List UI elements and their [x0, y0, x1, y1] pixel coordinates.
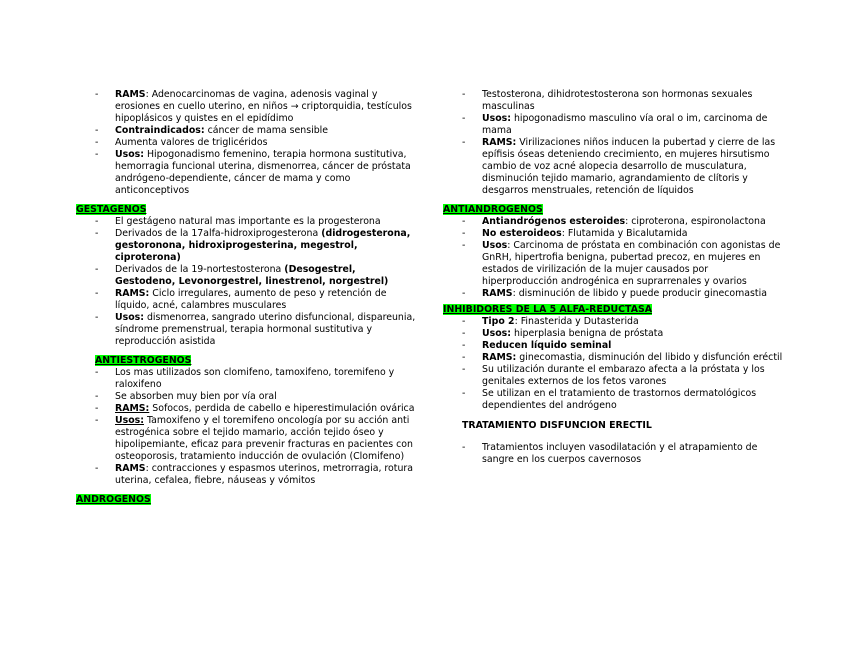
- list-item: - El gestágeno natural mas importante es la progesterona: [76, 216, 416, 228]
- list-item: - Testosterona, dihidrotestosterona son hormonas sexuales masculinas: [443, 89, 783, 113]
- list-item: - Antiandrógenos esteroides: ciproterona, espironolactona: [443, 216, 783, 228]
- disfuncion-heading: TRATAMIENTO DISFUNCION ERECTIL: [462, 420, 652, 431]
- list-item: - Usos: Carcinoma de próstata en combinación con agonistas de GnRH, hipertrofia benigna, pubertad precoz, en mujeres en estados de virilización de la mujer causados por hiperproducción androgénica en suprarrenales y ovarios: [443, 240, 783, 288]
- disfuncion-list: [443, 442, 783, 466]
- gestagenos-list: [76, 216, 416, 348]
- antiestrogenos-list: [76, 367, 416, 487]
- list-item: - Su utilización durante el embarazo afecta a la próstata y los genitales externos de los fetos varones: [443, 364, 783, 388]
- antiandrogenos-heading: ANTIANDROGENOS: [443, 204, 543, 215]
- androgenos-list: [443, 89, 783, 197]
- inhibidores-list: [443, 316, 783, 412]
- list-item: - Aumenta valores de triglicéridos: [76, 137, 416, 149]
- list-item: - RAMS: ginecomastia, disminución del libido y disfunción eréctil: [443, 352, 783, 364]
- list-item: - No esteroideos: Flutamida y Bicalutamida: [443, 228, 783, 240]
- list-item: - RAMS: Sofocos, perdida de cabello e hiperestimulación ovárica: [76, 403, 416, 415]
- list-item: - Tipo 2: Finasterida y Dutasterida: [443, 316, 783, 328]
- antiestrogenos-heading: ANTIESTROGENOS: [95, 355, 192, 366]
- list-item: - Tratamientos incluyen vasodilatación y el atrapamiento de sangre en los cuerpos cavernosos: [443, 442, 783, 466]
- list-item: - RAMS: disminución de libido y puede producir ginecomastia: [443, 288, 783, 300]
- list-item: - Se absorben muy bien por vía oral: [76, 391, 416, 403]
- left-column: [76, 89, 416, 506]
- inhibidores-heading: INHIBIDORES DE LA 5 ALFA-REDUCTASA: [443, 304, 652, 315]
- list-item: - Derivados de la 19-nortestosterona (Desogestrel, Gestodeno, Levonorgestrel, linestrenol, norgestrel): [76, 264, 416, 288]
- list-item: - Contraindicados: cáncer de mama sensible: [76, 125, 416, 137]
- list-item: - Usos: hipogonadismo masculino vía oral o im, carcinoma de mama: [443, 113, 783, 137]
- antiandrogenos-list: [443, 216, 783, 300]
- list-item: - RAMS: Adenocarcinomas de vagina, adenosis vaginal y erosiones en cuello uterino, en niños → criptorquidia, testículos hipoplásicos y quistes en el epidídimo: [76, 89, 416, 125]
- right-column: [443, 89, 783, 466]
- list-item: - Usos: Tamoxifeno y el toremifeno oncología por su acción anti estrogénica sobre el tejido mamario, acción tejido óseo y hipolipemiante, eficaz para prevenir fracturas en pacientes con osteoporosis, tratamiento inducción de ovulación (Clomifeno): [76, 415, 416, 463]
- gestagenos-heading: GESTAGENOS: [76, 204, 147, 215]
- list-item: - Usos: hiperplasia benigna de próstata: [443, 328, 783, 340]
- list-item: - Reducen líquido seminal: [443, 340, 783, 352]
- list-item: - Derivados de la 17alfa-hidroxiprogesterona (didrogesterona, gestoronona, hidroxiprogesterina, megestrol, ciproterona): [76, 228, 416, 264]
- list-item: - RAMS: Ciclo irregulares, aumento de peso y retención de líquido, acné, calambres musculares: [76, 288, 416, 312]
- list-item: - Usos: dismenorrea, sangrado uterino disfuncional, dispareunia, síndrome premenstrual, terapia hormonal sustitutiva y reproducción asistida: [76, 312, 416, 348]
- list-item: - Los mas utilizados son clomifeno, tamoxifeno, toremifeno y raloxifeno: [76, 367, 416, 391]
- list-item: - RAMS: Virilizaciones niños inducen la pubertad y cierre de las epífisis óseas deteniendo crecimiento, en mujeres hirsutismo cambio de voz acné alopecia desarrollo de musculatura, disminución tejido mamario, agrandamiento de clítoris y desgarros menstruales, retención de líquidos: [443, 137, 783, 197]
- list-item: - RAMS: contracciones y espasmos uterinos, metrorragia, rotura uterina, cefalea, fiebre, náuseas y vómitos: [76, 463, 416, 487]
- list-item: - Usos: Hipogonadismo femenino, terapia hormona sustitutiva, hemorragia funcional uterina, dismenorrea, cáncer de próstata andrógeno-dependiente, cáncer de mama y como anticonceptivos: [76, 149, 416, 197]
- left-intro-list: [76, 89, 416, 197]
- androgenos-heading: ANDROGENOS: [76, 494, 151, 505]
- list-item: - Se utilizan en el tratamiento de trastornos dermatológicos dependientes del andrógeno: [443, 388, 783, 412]
